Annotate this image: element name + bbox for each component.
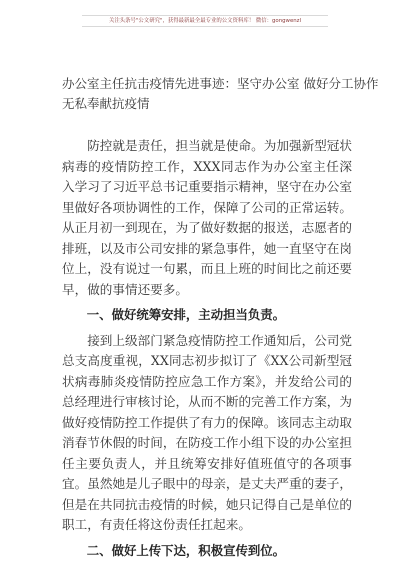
paragraph-1: 防控就是责任，担当就是使命。为加强新型冠状病毒的疫情防控工作，XXX同志作为办公室主任深入学习了习近平总书记重要指示精神，坚守在办公室里做好各项协调性的工作，保障了公司的正常运转。从正月初一到现在，为了做好数据的报送，志愿者的排班，以及市公司安排的紧急事件，她一直坚守在岗位上，没有说过一句累，而且上班的时间比之前还要早，做的事情还要多。 (62, 138, 352, 297)
header-banner: 关注头条号"公文研究"，获得最新最全最专业的公文资料库！ 微信：gongwenzl (82, 15, 328, 27)
title-line-1: 办公室主任抗击疫情先进事迹：坚守办公室 做好分工协作 (62, 76, 379, 91)
section-heading-2: 二、做好上传下达，积极宣传到位。 (86, 542, 286, 558)
document-title (62, 74, 379, 114)
document-body (62, 136, 352, 561)
section-heading-1: 一、做好统筹安排，主动担当负责。 (86, 307, 286, 322)
paragraph-2: 接到上级部门紧急疫情防控工作通知后，公司党总支高度重视，XX同志初步拟订了《XX公司新型冠状病毒肺炎疫情防控应急工作方案》，并发给公司的总经理进行审核讨论，从而不断的完善工作方案，为做好疫情防控工作提供了有力的保障。该同志主动取消春节休假的时间，在防疫工作小组下设的办公室担任主要负责人，并且统筹安排好值班值守的各项事宜。虽然她是儿子眼中的母亲，是丈夫严重的妻子，但是在共同抗击疫情的时候，她只记得自己是单位的职工，有责任将这份责任扛起来。 (62, 332, 352, 532)
title-line-2: 无私奉献抗疫情 (62, 96, 150, 111)
